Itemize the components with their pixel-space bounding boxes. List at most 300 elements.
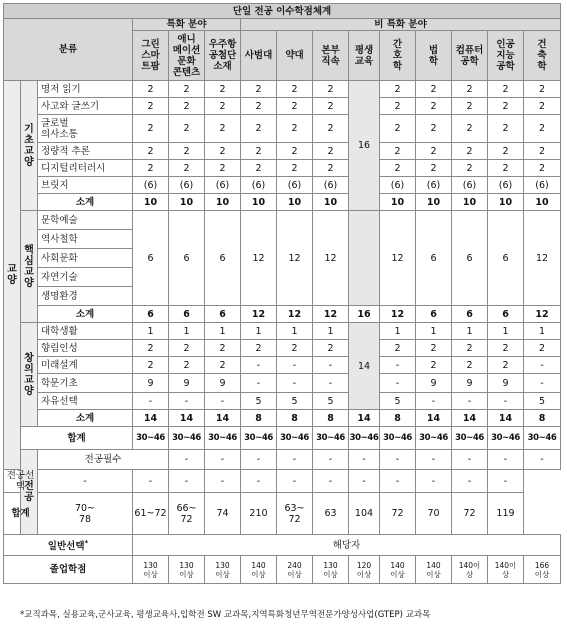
value-cell: 2: [169, 357, 205, 374]
value-cell: -: [313, 357, 349, 374]
table-row: [4, 160, 561, 177]
value-cell: 5: [313, 393, 349, 410]
value-cell: -: [169, 470, 205, 493]
major-header: 인공 지능 공학: [488, 31, 524, 81]
value-cell: -: [452, 450, 488, 470]
credit-table-body: [4, 4, 561, 584]
special-field-header: 특화 분야: [133, 19, 241, 31]
value-cell: 30~46: [133, 427, 169, 450]
course-label: 정량적 추론: [38, 143, 133, 160]
value-cell: 2: [488, 115, 524, 143]
course-label: 자유선택: [38, 393, 133, 410]
value-cell: 2: [277, 81, 313, 98]
value-cell: (6): [133, 177, 169, 194]
value-cell: 16: [349, 306, 380, 323]
lifelong-creative-cell: 14: [349, 323, 380, 410]
value-cell: 2: [380, 340, 416, 357]
value-cell: 2: [416, 98, 452, 115]
value-cell: 6: [416, 306, 452, 323]
value-cell: 2: [205, 160, 241, 177]
value-cell: 66~ 72: [169, 493, 205, 535]
value-cell: 6: [452, 306, 488, 323]
value-cell: -: [205, 470, 241, 493]
footnote: *교직과목, 실용교육,군사교육, 평생교육사,입학전 SW 교과목,지역특화청년무역전문가양성사업(GTEP) 교과목: [20, 610, 431, 620]
value-cell: 2: [133, 81, 169, 98]
value-cell: 2: [133, 115, 169, 143]
value-cell: 140 이상: [380, 556, 416, 584]
value-cell: 2: [277, 115, 313, 143]
value-cell: 12: [380, 306, 416, 323]
table-row: [4, 98, 561, 115]
value-cell: 10: [380, 194, 416, 211]
value-cell: -: [169, 450, 205, 470]
major-header: 컴퓨터 공학: [452, 31, 488, 81]
value-cell: -: [380, 374, 416, 393]
value-cell: 104: [349, 493, 380, 535]
value-cell: 12: [524, 306, 561, 323]
value-cell: 8: [241, 410, 277, 427]
value-cell: 12: [524, 211, 561, 306]
value-cell: 2: [524, 81, 561, 98]
value-cell: 140이 상: [452, 556, 488, 584]
value-cell: (6): [169, 177, 205, 194]
basic-liberal-arts-label: 기 초 교 양: [21, 81, 38, 211]
value-cell: 2: [277, 98, 313, 115]
liberal-total-label: 합계: [21, 427, 133, 450]
value-cell: -: [488, 470, 524, 493]
value-cell: -: [205, 393, 241, 410]
value-cell: 166 이상: [524, 556, 561, 584]
value-cell: 74: [205, 493, 241, 535]
value-cell: 2: [205, 81, 241, 98]
value-cell: -: [452, 393, 488, 410]
value-cell: 2: [277, 340, 313, 357]
value-cell: 30~46: [169, 427, 205, 450]
table-row: [4, 357, 561, 374]
value-cell: 6: [488, 306, 524, 323]
value-cell: -: [488, 450, 524, 470]
value-cell: 2: [313, 340, 349, 357]
value-cell: 2: [524, 160, 561, 177]
major-header: 약대: [277, 31, 313, 81]
value-cell: 2: [241, 81, 277, 98]
value-cell: 30~46: [277, 427, 313, 450]
value-cell: 2: [380, 143, 416, 160]
value-cell: 14: [205, 410, 241, 427]
major-header: 평생 교육: [349, 31, 380, 81]
value-cell: 30~46: [205, 427, 241, 450]
value-cell: 5: [241, 393, 277, 410]
major-header: 간 호 학: [380, 31, 416, 81]
value-cell: 2: [488, 340, 524, 357]
value-cell: 2: [313, 115, 349, 143]
value-cell: 2: [416, 115, 452, 143]
value-cell: 2: [169, 143, 205, 160]
value-cell: -: [380, 450, 416, 470]
value-cell: 5: [277, 393, 313, 410]
course-label: 대학생활: [38, 323, 133, 340]
value-cell: 1: [169, 323, 205, 340]
value-cell: 240 이상: [277, 556, 313, 584]
value-cell: 2: [380, 115, 416, 143]
value-cell: 12: [313, 211, 349, 306]
value-cell: -: [349, 450, 380, 470]
value-cell: 2: [277, 160, 313, 177]
value-cell: 2: [133, 98, 169, 115]
value-cell: 8: [524, 410, 561, 427]
value-cell: 130 이상: [169, 556, 205, 584]
value-cell: 2: [524, 115, 561, 143]
value-cell: 140 이상: [241, 556, 277, 584]
value-cell: 130 이상: [133, 556, 169, 584]
table-row: [4, 340, 561, 357]
value-cell: (6): [380, 177, 416, 194]
table-row: [4, 493, 561, 535]
value-cell: 6: [133, 211, 169, 306]
category-header: 분류: [4, 19, 133, 81]
non-special-field-header: 비 특화 분야: [241, 19, 561, 31]
subtotal-label: 소계: [38, 410, 133, 427]
value-cell: 1: [416, 323, 452, 340]
value-cell: 9: [205, 374, 241, 393]
value-cell: 2: [488, 357, 524, 374]
value-cell: 12: [277, 306, 313, 323]
value-cell: -: [452, 470, 488, 493]
course-label: 미래설계: [38, 357, 133, 374]
value-cell: 1: [488, 323, 524, 340]
value-cell: (6): [277, 177, 313, 194]
value-cell: 6: [205, 306, 241, 323]
value-cell: -: [38, 470, 133, 493]
value-cell: 6: [416, 211, 452, 306]
value-cell: -: [416, 470, 452, 493]
value-cell: -: [277, 450, 313, 470]
value-cell: 2: [524, 98, 561, 115]
major-required-label: 전공필수: [38, 450, 169, 470]
value-cell: 2: [241, 340, 277, 357]
value-cell: 6: [488, 211, 524, 306]
table-row: [4, 81, 561, 98]
value-cell: -: [313, 470, 349, 493]
value-cell: 2: [524, 143, 561, 160]
course-label: 학문기초: [38, 374, 133, 393]
value-cell: 30~46: [380, 427, 416, 450]
value-cell: 2: [380, 81, 416, 98]
value-cell: 2: [452, 357, 488, 374]
value-cell: -: [313, 374, 349, 393]
value-cell: 14: [416, 410, 452, 427]
value-cell: 1: [205, 323, 241, 340]
table-row: [4, 470, 561, 493]
value-cell: 2: [205, 340, 241, 357]
value-cell: 63~ 72: [277, 493, 313, 535]
value-cell: (6): [313, 177, 349, 194]
value-cell: 30~46: [241, 427, 277, 450]
area-label: 문학예술: [38, 211, 133, 230]
value-cell: -: [241, 374, 277, 393]
value-cell: 8: [380, 410, 416, 427]
table-row: [4, 374, 561, 393]
value-cell: 10: [452, 194, 488, 211]
value-cell: 1: [452, 323, 488, 340]
table-row: [4, 410, 561, 427]
value-cell: 10: [169, 194, 205, 211]
value-cell: 6: [452, 211, 488, 306]
value-cell: 140 이상: [416, 556, 452, 584]
table-row: [4, 556, 561, 584]
subtotal-label: 소계: [38, 306, 133, 323]
value-cell: 130 이상: [313, 556, 349, 584]
value-cell: 10: [133, 194, 169, 211]
value-cell: 2: [133, 160, 169, 177]
value-cell: 1: [277, 323, 313, 340]
table-row: [4, 211, 561, 230]
value-cell: 10: [488, 194, 524, 211]
value-cell: -: [133, 470, 169, 493]
major-total-label: 합계: [4, 493, 38, 535]
course-label: 사고와 글쓰기: [38, 98, 133, 115]
value-cell: 1: [241, 323, 277, 340]
value-cell: 12: [277, 211, 313, 306]
general-elective-value: 해당자: [133, 535, 561, 556]
value-cell: -: [416, 393, 452, 410]
value-cell: 5: [380, 393, 416, 410]
course-label: 브릿지: [38, 177, 133, 194]
major-group-label: 전 공: [21, 450, 38, 535]
value-cell: 70~ 78: [38, 493, 133, 535]
major-elective-label: 전공선택: [4, 470, 38, 493]
value-cell: 2: [313, 81, 349, 98]
value-cell: 10: [416, 194, 452, 211]
value-cell: 2: [380, 160, 416, 177]
value-cell: -: [205, 450, 241, 470]
major-header: 애니 메이션 문화 콘텐츠: [169, 31, 205, 81]
value-cell: 120 이상: [349, 556, 380, 584]
value-cell: 2: [205, 115, 241, 143]
footnote-mark: *: [84, 538, 89, 547]
table-row: [4, 194, 561, 211]
area-label: 사회문화: [38, 249, 133, 268]
table-row: [4, 177, 561, 194]
value-cell: 210: [241, 493, 277, 535]
value-cell: -: [380, 357, 416, 374]
value-cell: -: [380, 470, 416, 493]
value-cell: 2: [205, 357, 241, 374]
value-cell: 14: [488, 410, 524, 427]
value-cell: (6): [241, 177, 277, 194]
value-cell: 14: [169, 410, 205, 427]
value-cell: 2: [133, 143, 169, 160]
value-cell: 8: [277, 410, 313, 427]
area-label: 자연기술: [38, 268, 133, 287]
value-cell: 30~46: [452, 427, 488, 450]
value-cell: 2: [205, 143, 241, 160]
major-header: 그린 스마 트팜: [133, 31, 169, 81]
value-cell: 2: [313, 98, 349, 115]
value-cell: 9: [133, 374, 169, 393]
value-cell: 14: [133, 410, 169, 427]
value-cell: 5: [524, 393, 561, 410]
value-cell: 2: [241, 160, 277, 177]
value-cell: -: [277, 374, 313, 393]
value-cell: 30~46: [313, 427, 349, 450]
value-cell: 2: [416, 81, 452, 98]
value-cell: 2: [169, 160, 205, 177]
value-cell: 1: [524, 323, 561, 340]
value-cell: 1: [133, 323, 169, 340]
table-title: 단일 전공 이수학점체계: [4, 4, 561, 19]
value-cell: 2: [241, 115, 277, 143]
value-cell: -: [169, 393, 205, 410]
value-cell: 12: [241, 306, 277, 323]
value-cell: (6): [205, 177, 241, 194]
course-label: 글로벌 의사소통: [38, 115, 133, 143]
value-cell: (6): [452, 177, 488, 194]
value-cell: 2: [169, 81, 205, 98]
value-cell: 2: [524, 340, 561, 357]
value-cell: -: [524, 357, 561, 374]
value-cell: 30~46: [416, 427, 452, 450]
value-cell: -: [488, 393, 524, 410]
value-cell: 2: [452, 143, 488, 160]
value-cell: -: [241, 470, 277, 493]
table-row: [4, 535, 561, 556]
value-cell: 2: [241, 143, 277, 160]
value-cell: 2: [452, 340, 488, 357]
general-elective-text: 일반선택: [47, 541, 85, 553]
value-cell: 10: [241, 194, 277, 211]
table-row: [4, 393, 561, 410]
value-cell: 10: [205, 194, 241, 211]
value-cell: -: [349, 470, 380, 493]
value-cell: 2: [488, 81, 524, 98]
value-cell: 2: [205, 98, 241, 115]
value-cell: 119: [488, 493, 524, 535]
value-cell: (6): [488, 177, 524, 194]
graduation-credits-label: 졸업학점: [4, 556, 133, 584]
value-cell: 72: [380, 493, 416, 535]
value-cell: 2: [488, 143, 524, 160]
value-cell: 2: [452, 160, 488, 177]
value-cell: 14: [349, 410, 380, 427]
table-row: [4, 427, 561, 450]
core-liberal-arts-label: 핵 심 교 양: [21, 211, 38, 323]
value-cell: 140이 상: [488, 556, 524, 584]
value-cell: -: [277, 470, 313, 493]
value-cell: -: [313, 450, 349, 470]
value-cell: 2: [169, 340, 205, 357]
value-cell: 1: [380, 323, 416, 340]
value-cell: 9: [416, 374, 452, 393]
lifelong-core-cell: [349, 211, 380, 306]
value-cell: 2: [452, 81, 488, 98]
credit-table: [3, 3, 561, 584]
liberal-arts-group-label: 교 양: [4, 81, 21, 470]
table-row: [4, 115, 561, 143]
value-cell: 9: [452, 374, 488, 393]
lifelong-basic-cell: 16: [349, 81, 380, 211]
major-header: 법 학: [416, 31, 452, 81]
value-cell: 10: [524, 194, 561, 211]
value-cell: 6: [169, 211, 205, 306]
subtotal-label: 소계: [38, 194, 133, 211]
table-row: [4, 323, 561, 340]
value-cell: 2: [416, 143, 452, 160]
value-cell: (6): [524, 177, 561, 194]
value-cell: 12: [380, 211, 416, 306]
value-cell: 12: [241, 211, 277, 306]
major-header: 건 축 학: [524, 31, 561, 81]
value-cell: 10: [277, 194, 313, 211]
value-cell: 2: [416, 357, 452, 374]
value-cell: 10: [313, 194, 349, 211]
value-cell: 130 이상: [205, 556, 241, 584]
value-cell: 72: [452, 493, 488, 535]
value-cell: -: [133, 393, 169, 410]
value-cell: 2: [416, 160, 452, 177]
value-cell: 8: [313, 410, 349, 427]
value-cell: 2: [241, 98, 277, 115]
value-cell: 6: [169, 306, 205, 323]
value-cell: -: [524, 374, 561, 393]
value-cell: 30~46: [488, 427, 524, 450]
general-elective-label: [4, 535, 133, 556]
value-cell: 30~46: [349, 427, 380, 450]
table-row: [4, 143, 561, 160]
value-cell: 2: [380, 98, 416, 115]
value-cell: -: [416, 450, 452, 470]
value-cell: -: [241, 357, 277, 374]
major-header: 본부 직속: [313, 31, 349, 81]
course-label: 디지털리터러시: [38, 160, 133, 177]
value-cell: 9: [488, 374, 524, 393]
value-cell: 6: [205, 211, 241, 306]
table-row: [4, 450, 561, 470]
value-cell: 2: [488, 160, 524, 177]
value-cell: 2: [133, 340, 169, 357]
value-cell: 12: [313, 306, 349, 323]
area-label: 역사철학: [38, 230, 133, 249]
value-cell: 2: [169, 98, 205, 115]
value-cell: 2: [416, 340, 452, 357]
major-header: 우주항 공첨단 소재: [205, 31, 241, 81]
value-cell: 1: [313, 323, 349, 340]
area-label: 생명환경: [38, 287, 133, 306]
creative-liberal-arts-label: 창 의 교 양: [21, 323, 38, 427]
course-label: 명저 읽기: [38, 81, 133, 98]
value-cell: -: [241, 450, 277, 470]
value-cell: 9: [169, 374, 205, 393]
value-cell: 6: [133, 306, 169, 323]
value-cell: 2: [169, 115, 205, 143]
value-cell: 30~46: [524, 427, 561, 450]
value-cell: 2: [277, 143, 313, 160]
credit-table-container: [3, 3, 561, 584]
value-cell: 70: [416, 493, 452, 535]
value-cell: 2: [313, 143, 349, 160]
major-header: 사범대: [241, 31, 277, 81]
value-cell: 2: [452, 115, 488, 143]
value-cell: 2: [488, 98, 524, 115]
value-cell: (6): [416, 177, 452, 194]
value-cell: -: [277, 357, 313, 374]
value-cell: -: [524, 450, 561, 470]
value-cell: 14: [452, 410, 488, 427]
value-cell: 2: [133, 357, 169, 374]
value-cell: 61~72: [133, 493, 169, 535]
value-cell: 2: [452, 98, 488, 115]
value-cell: 63: [313, 493, 349, 535]
